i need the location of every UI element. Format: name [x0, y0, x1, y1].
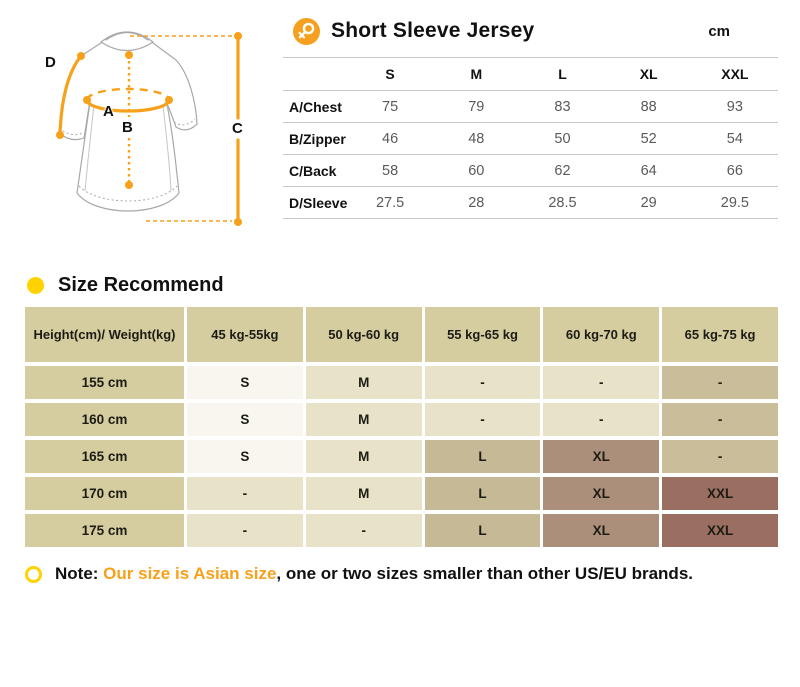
size-recommendation-cell: XL	[543, 477, 659, 511]
size-recommendation-cell: XXL	[662, 477, 778, 511]
measurement-value: 29	[640, 194, 657, 211]
recommend-header-cell: 45 kg-55kg	[187, 307, 303, 362]
measurement-value: 93	[726, 98, 743, 115]
measurement-value: 66	[726, 162, 743, 179]
measurement-value: 58	[382, 162, 399, 179]
size-column-header: XL	[639, 66, 658, 82]
diagram-label-d: D	[45, 54, 56, 71]
measurement-table-header-row	[283, 58, 778, 91]
size-recommendation-cell: M	[306, 403, 422, 437]
diagram-label-b: B	[122, 119, 133, 136]
size-recommendation-cell: S	[187, 403, 303, 437]
measurement-value: 52	[640, 130, 657, 147]
measurement-value: 60	[468, 162, 485, 179]
measurement-value: 79	[468, 98, 485, 115]
size-recommendation-cell: XL	[543, 514, 659, 548]
size-recommendation-cell: -	[543, 403, 659, 437]
measurement-section-header	[283, 14, 778, 48]
size-recommendation-cell: L	[425, 514, 541, 548]
measurement-row-label: D/Sleeve	[289, 194, 348, 211]
measurement-table-corner	[283, 58, 347, 91]
height-cell: 155 cm	[25, 366, 184, 400]
size-recommendation-cell: -	[425, 366, 541, 400]
measurement-value: 83	[554, 98, 571, 115]
yellow-ring-icon	[25, 566, 42, 583]
size-recommendation-cell: -	[662, 403, 778, 437]
measurement-row-label: C/Back	[289, 162, 337, 179]
measurement-row-label: A/Chest	[289, 98, 342, 115]
note-prefix: Note:	[55, 564, 104, 583]
measurement-value: 28	[468, 194, 485, 211]
measurement-table	[283, 57, 778, 219]
size-recommendation-cell: -	[187, 477, 303, 511]
note-row	[25, 560, 693, 588]
size-column-header: S	[385, 66, 395, 82]
recommend-header-cell: 55 kg-65 kg	[425, 307, 541, 362]
size-recommendation-cell: L	[425, 440, 541, 474]
measurement-value: 27.5	[375, 194, 405, 211]
section-title-measurements: Short Sleeve Jersey	[331, 19, 535, 42]
recommend-header-cell: 65 kg-75 kg	[662, 307, 778, 362]
measurement-row	[283, 91, 778, 123]
measure-line-c	[130, 32, 242, 226]
size-recommendation-cell: M	[306, 366, 422, 400]
measurement-value: 50	[554, 130, 571, 147]
height-cell: 170 cm	[25, 477, 184, 511]
unit-label: cm	[708, 22, 730, 40]
measurement-row	[283, 155, 778, 187]
recommend-header-cell: Height(cm)/ Weight(kg)	[25, 307, 184, 362]
measure-line-d	[56, 52, 85, 139]
height-cell: 175 cm	[25, 514, 184, 548]
measurement-row-label: B/Zipper	[289, 130, 346, 147]
measurement-value: 54	[726, 130, 743, 147]
measurement-row	[283, 187, 778, 219]
size-column-header: M	[470, 66, 483, 82]
size-recommendation-cell: M	[306, 440, 422, 474]
note-highlight: Our size is Asian size	[103, 564, 277, 583]
diagram-label-c: C	[232, 120, 243, 137]
magnifier-badge-icon	[293, 18, 320, 45]
size-column-header: L	[558, 66, 567, 82]
size-recommendation-cell: L	[425, 477, 541, 511]
size-recommendation-cell: -	[662, 440, 778, 474]
height-cell: 160 cm	[25, 403, 184, 437]
size-recommendation-cell: S	[187, 366, 303, 400]
size-recommendation-cell: XL	[543, 440, 659, 474]
size-recommendation-cell: -	[306, 514, 422, 548]
recommend-header-cell: 60 kg-70 kg	[543, 307, 659, 362]
note-text	[55, 564, 693, 584]
section-title-recommend: Size Recommend	[58, 273, 224, 296]
size-recommendation-cell: -	[662, 366, 778, 400]
yellow-dot-icon	[27, 277, 44, 294]
size-recommendation-cell: -	[187, 514, 303, 548]
size-recommendation-cell: XXL	[662, 514, 778, 548]
measurement-value: 48	[468, 130, 485, 147]
measurement-value: 88	[640, 98, 657, 115]
measurement-value: 64	[640, 162, 657, 179]
measurement-value: 75	[382, 98, 399, 115]
size-recommendation-cell: M	[306, 477, 422, 511]
note-suffix: , one or two sizes smaller than other US/EU brands.	[276, 564, 693, 583]
recommend-header-cell: 50 kg-60 kg	[306, 307, 422, 362]
size-column-header: XXL	[721, 66, 749, 82]
measurement-value: 28.5	[548, 194, 577, 211]
recommend-section-header	[27, 272, 224, 298]
size-recommendation-cell: -	[425, 403, 541, 437]
measurement-value: 46	[382, 130, 399, 147]
measurement-row	[283, 123, 778, 155]
size-recommendation-cell: -	[543, 366, 659, 400]
diagram-label-a: A	[103, 103, 114, 120]
measurement-section	[283, 14, 778, 219]
jersey-measurement-diagram	[10, 10, 280, 240]
size-recommend-table	[25, 307, 778, 547]
height-cell: 165 cm	[25, 440, 184, 474]
size-recommendation-cell: S	[187, 440, 303, 474]
measurement-value: 62	[554, 162, 571, 179]
measurement-value: 29.5	[720, 194, 749, 211]
